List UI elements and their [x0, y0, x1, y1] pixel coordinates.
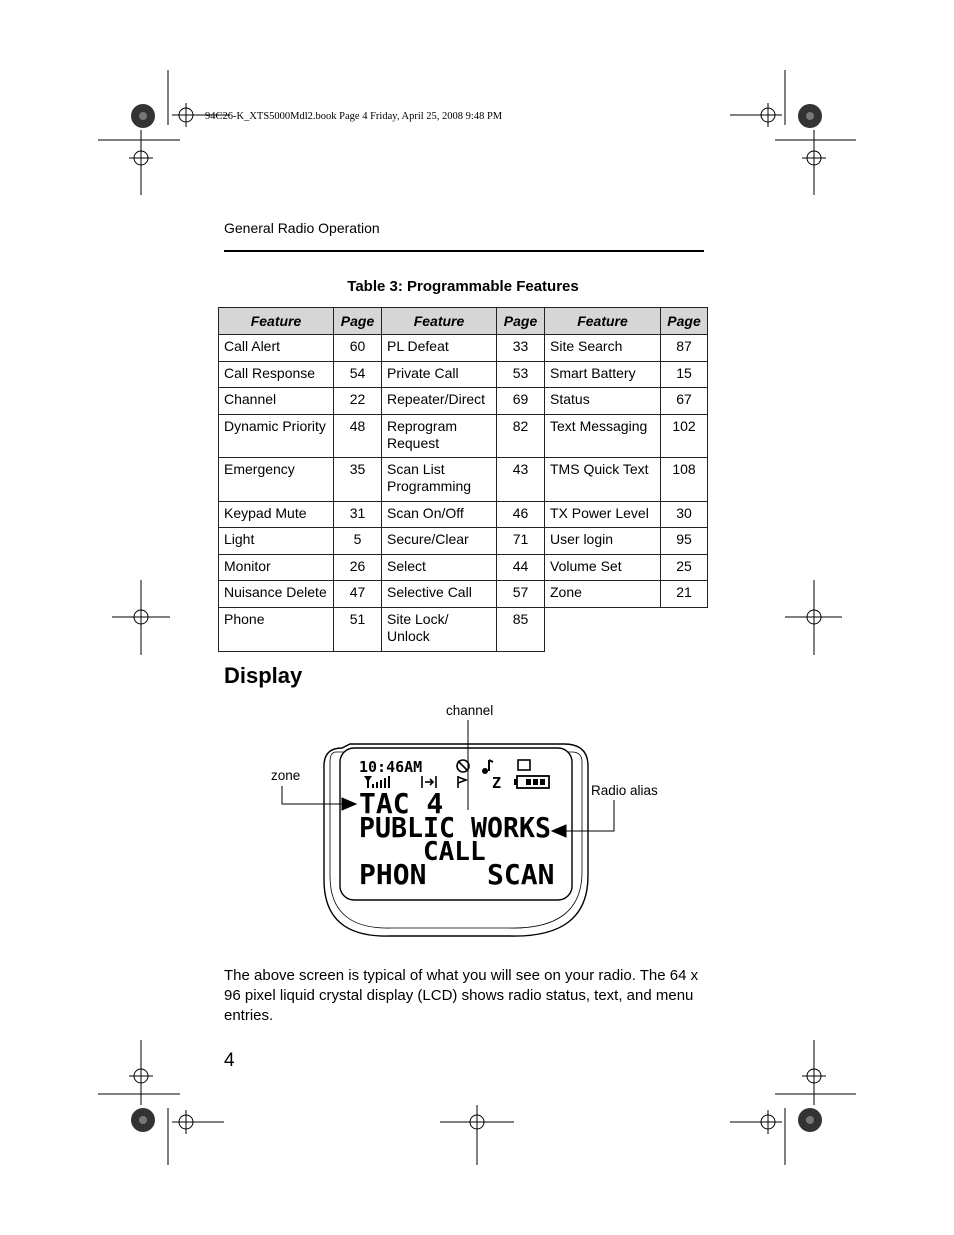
feature-cell: Light — [219, 528, 334, 555]
table-row — [219, 388, 708, 415]
table-header-row — [219, 308, 708, 335]
header-divider — [224, 250, 704, 252]
page-cell: 25 — [661, 555, 708, 581]
page-cell: 46 — [497, 502, 545, 528]
table-row — [219, 608, 708, 652]
page-cell: 71 — [497, 528, 545, 555]
header-page: Page — [497, 308, 545, 335]
header-page: Page — [661, 308, 708, 335]
feature-cell: Reprogram Request — [382, 415, 497, 458]
feature-cell: Dynamic Priority — [219, 415, 334, 458]
feature-cell: Private Call — [382, 362, 497, 388]
table-title: Table 3: Programmable Features — [347, 278, 579, 295]
zone-callout: zone — [271, 768, 301, 783]
radio-alias-callout: Radio alias — [591, 783, 658, 798]
page-cell: 54 — [334, 362, 382, 388]
running-head: General Radio Operation — [224, 220, 380, 236]
feature-cell: Call Alert — [219, 335, 334, 362]
page-cell: 87 — [661, 335, 708, 362]
table-row — [219, 458, 708, 502]
feature-cell: PL Defeat — [382, 335, 497, 362]
header-feature: Feature — [219, 308, 334, 335]
page-number: 4 — [224, 1050, 235, 1071]
page-cell: 95 — [661, 528, 708, 555]
header-feature: Feature — [545, 308, 661, 335]
page-cell: 51 — [334, 608, 382, 652]
page-cell: 15 — [661, 362, 708, 388]
feature-cell: Nuisance Delete — [219, 581, 334, 608]
page-cell: 108 — [661, 458, 708, 502]
feature-cell: User login — [545, 528, 661, 555]
page-cell: 33 — [497, 335, 545, 362]
feature-cell: Channel — [219, 388, 334, 415]
page-cell: 60 — [334, 335, 382, 362]
page-cell: 47 — [334, 581, 382, 608]
table-row — [219, 362, 708, 388]
feature-cell: Emergency — [219, 458, 334, 502]
empty-cell — [545, 608, 661, 652]
feature-cell: Status — [545, 388, 661, 415]
table-row — [219, 335, 708, 362]
feature-cell: Phone — [219, 608, 334, 652]
lcd-alias-line: PUBLIC WORKS — [359, 811, 551, 844]
page-cell: 43 — [497, 458, 545, 502]
header-feature: Feature — [382, 308, 497, 335]
page-cell: 57 — [497, 581, 545, 608]
empty-cell — [661, 608, 708, 652]
lcd-zone-line: TAC 4 — [359, 787, 444, 820]
page-cell: 5 — [334, 528, 382, 555]
page-cell: 30 — [661, 502, 708, 528]
page-cell: 21 — [661, 581, 708, 608]
programmable-features-table — [218, 307, 708, 652]
channel-callout: channel — [446, 703, 494, 718]
printer-note: 94C26-K_XTS5000Mdl2.book Page 4 Friday, April 25, 2008 9:48 PM — [205, 111, 503, 122]
feature-cell: Keypad Mute — [219, 502, 334, 528]
table-row — [219, 502, 708, 528]
lcd-time: 10:46AM — [359, 758, 423, 776]
page-cell: 26 — [334, 555, 382, 581]
feature-cell: Selective Call — [382, 581, 497, 608]
lcd-softkey-right: SCAN — [487, 858, 555, 891]
feature-cell: Site Search — [545, 335, 661, 362]
feature-cell: Repeater/Direct — [382, 388, 497, 415]
feature-cell: Monitor — [219, 555, 334, 581]
feature-cell: Text Messaging — [545, 415, 661, 458]
radio-display-figure — [260, 700, 680, 950]
feature-cell: Smart Battery — [545, 362, 661, 388]
feature-cell: Select — [382, 555, 497, 581]
page-cell: 85 — [497, 608, 545, 652]
page-cell: 35 — [334, 458, 382, 502]
table-row — [219, 555, 708, 581]
feature-cell: Secure/Clear — [382, 528, 497, 555]
feature-cell: Call Response — [219, 362, 334, 388]
page-cell: 102 — [661, 415, 708, 458]
feature-cell: Scan List Programming — [382, 458, 497, 502]
lcd-status-line: CALL — [423, 837, 486, 867]
feature-cell: Zone — [545, 581, 661, 608]
feature-cell: Scan On/Off — [382, 502, 497, 528]
section-title: Display — [224, 663, 303, 688]
feature-cell: TMS Quick Text — [545, 458, 661, 502]
page-cell: 67 — [661, 388, 708, 415]
page-cell: 31 — [334, 502, 382, 528]
page-cell: 44 — [497, 555, 545, 581]
page-cell: 22 — [334, 388, 382, 415]
table-row — [219, 581, 708, 608]
lcd-softkey-left: PHON — [359, 858, 427, 891]
header-page: Page — [334, 308, 382, 335]
page-cell: 48 — [334, 415, 382, 458]
feature-cell: Volume Set — [545, 555, 661, 581]
table-row — [219, 528, 708, 555]
page-cell: 82 — [497, 415, 545, 458]
feature-cell: Site Lock/ Unlock — [382, 608, 497, 652]
feature-cell: TX Power Level — [545, 502, 661, 528]
page-cell: 53 — [497, 362, 545, 388]
body-paragraph: The above screen is typical of what you will see on your radio. The 64 x 96 pixel liquid crystal display (LCD) shows radio status, text, and menu entries. — [224, 967, 699, 1024]
page-cell: 69 — [497, 388, 545, 415]
table-row — [219, 415, 708, 458]
secure-z-icon: Z — [492, 774, 502, 792]
